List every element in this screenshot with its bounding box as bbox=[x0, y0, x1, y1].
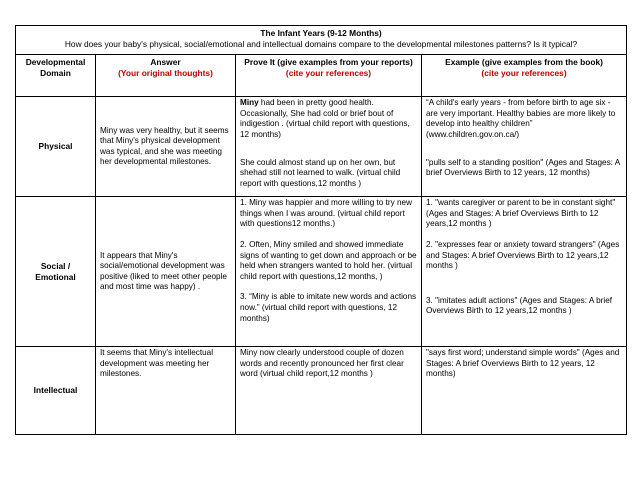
table-subtitle: How does your baby's physical, social/emotional and intellectual domains compare to the developmental milestones patterns? Is it typical? bbox=[64, 38, 578, 49]
example-social bbox=[422, 197, 627, 347]
answer-intellectual: It seems that Miny's intellectual development was meeting her milestones. bbox=[96, 347, 236, 435]
example-social-1: 1. "wants caregiver or parent to be in constant sight" (Ages and Stages: A brief Overviews Birth to 12 years,12 months ) bbox=[426, 198, 616, 229]
example-intellectual: "says first word; understand simple words" (Ages and Stages: A brief Overviews Birth to 12 years, 12 months) bbox=[422, 347, 627, 435]
header-answer-note: (Your original thoughts) bbox=[118, 67, 213, 78]
prove-social bbox=[236, 197, 422, 347]
prove-social-3: 3. “Miny is able to imitate new words and actions now.” (virtual child report with questions, 12 months) bbox=[240, 292, 417, 323]
prove-physical-bold: Miny bbox=[240, 98, 259, 108]
header-domain: Developmental Domain bbox=[16, 55, 96, 97]
title-row bbox=[16, 26, 627, 55]
title-cell bbox=[16, 26, 627, 55]
prove-physical bbox=[236, 97, 422, 197]
header-prove bbox=[236, 55, 422, 97]
prove-physical-1-text: had been in pretty good health. Occasionally, She had cold or brief bout of indigestion . (virtual child report with questions, 12 months) bbox=[240, 98, 410, 139]
header-example-label: Example (give examples from the book) bbox=[445, 57, 603, 68]
prove-intellectual: Miny now clearly understood couple of dozen words and recently pronounced her first clear word (virtual child report,12 months ) bbox=[236, 347, 422, 435]
header-prove-label: Prove It (give examples from your reports) bbox=[244, 57, 413, 68]
prove-physical-1 bbox=[240, 98, 417, 140]
prove-physical-2: She could almost stand up on her own, but shehad still not learned to walk. (virtual child report with questions,12 months ) bbox=[240, 157, 401, 188]
example-social-3: 3. "imitates adult actions" (Ages and Stages: A brief Overviews Birth to 12 years,12 months ) bbox=[426, 295, 613, 316]
table-row bbox=[16, 197, 627, 347]
header-answer bbox=[96, 55, 236, 97]
answer-physical: Miny was very healthy, but it seems that Miny's physical development was typical, and she was meeting her developmental milestones. bbox=[96, 97, 236, 197]
prove-social-2: 2. Often, Miny smiled and showed immediate signs of wanting to get down and approach or be held when strangers wanted to hold her. (virtual child report with questions,12 months, ) bbox=[240, 239, 417, 281]
table-title: The Infant Years (9-12 Months) bbox=[260, 28, 382, 38]
example-social-2: 2. "expresses fear or anxiety toward strangers" (Ages and Stages: A brief Overviews Birth to 12 years,12 months ) bbox=[426, 239, 620, 271]
table-row bbox=[16, 347, 627, 435]
domain-intellectual: Intellectual bbox=[16, 347, 96, 435]
domain-social: Social / Emotional bbox=[16, 197, 96, 347]
example-physical-1: “A child's early years - from before birth to age six - are very important. Healthy babies are more likely to develop into healthy children” (www.children.gov.on.ca/) bbox=[426, 98, 616, 139]
header-prove-note: (cite your references) bbox=[285, 67, 372, 78]
example-physical-2: "pulls self to a standing position" (Ages and Stages: A brief Overviews Birth to 12 years, 12 months) bbox=[426, 157, 620, 178]
table-row bbox=[16, 97, 627, 197]
example-physical bbox=[422, 97, 627, 197]
domain-physical: Physical bbox=[16, 97, 96, 197]
header-example-note: (cite your references) bbox=[481, 67, 567, 78]
answer-social: It appears that Miny's social/emotional development was positive (liked to meet other people and most time was happy) . bbox=[96, 197, 236, 347]
prove-social-1: 1. Miny was happier and more willing to try new things when I was around. (virtual child report with questions12 months.) bbox=[240, 198, 413, 229]
milestones-table bbox=[15, 25, 627, 435]
header-row bbox=[16, 55, 627, 97]
header-example bbox=[422, 55, 627, 97]
header-answer-label: Answer bbox=[150, 57, 181, 68]
